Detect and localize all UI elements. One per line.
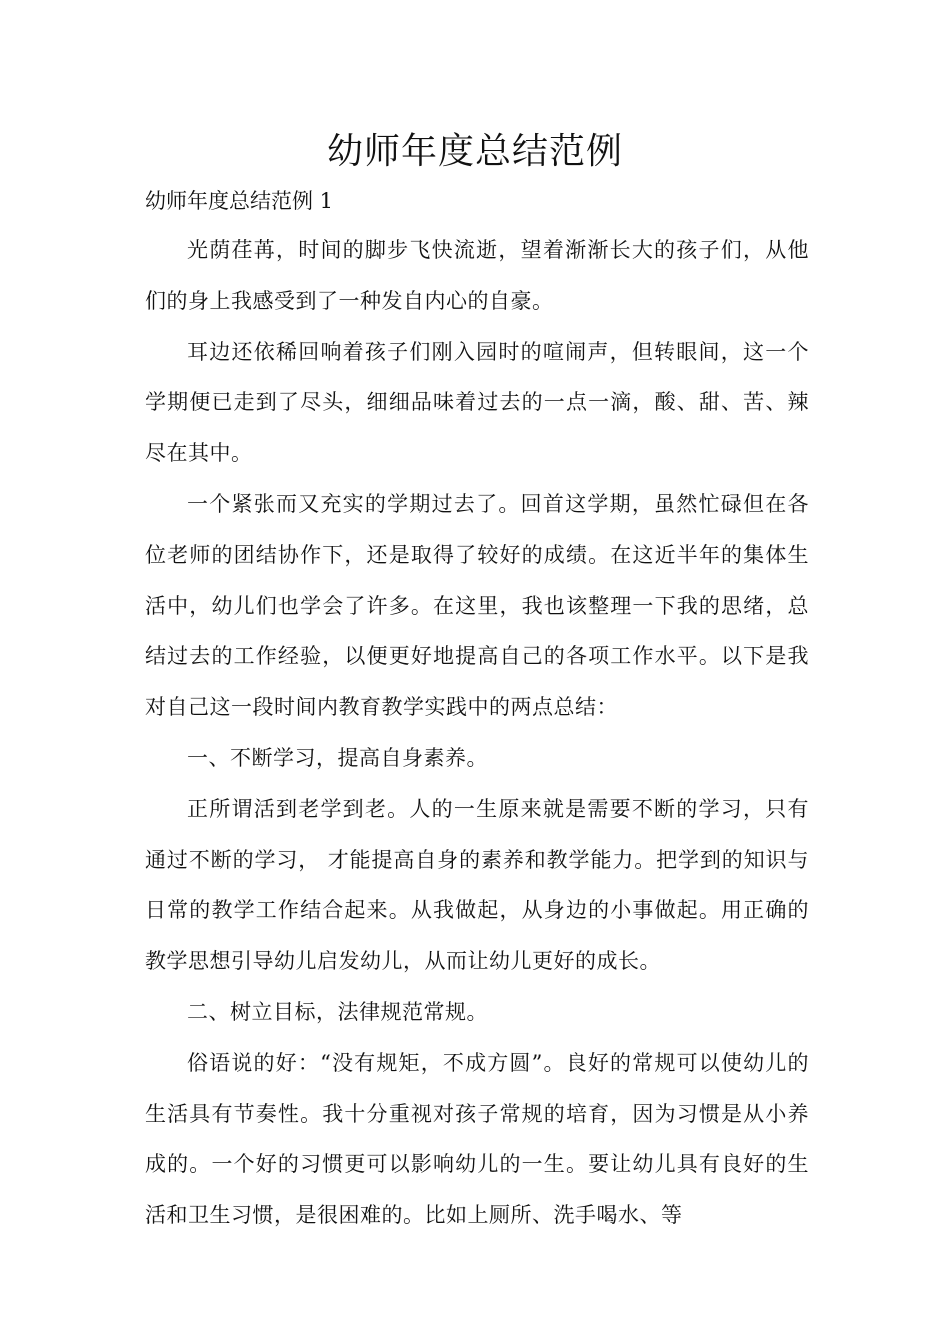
section-heading: 一、不断学习，提高自身素养。 xyxy=(187,745,488,770)
paragraph: 耳边还依稀回响着孩子们刚入园时的喧闹声，但转眼间，这一个学期便已走到了尽头，细细品味着过去的一点一滴，酸、甜、苦、辣尽在其中。 xyxy=(145,339,809,466)
paragraph: 俗语说的好：“没有规矩，不成方圆”。良好的常规可以使幼儿的生活具有节奏性。我十分重视对孩子常规的培育，因为习惯是从小养成的。一个好的习惯更可以影响幼儿的一生。要让幼儿具有良好的生活和卫生习惯，是很困难的。比如上厕所、洗手喝水、等 xyxy=(145,1050,809,1228)
paragraph: 一个紧张而又充实的学期过去了。回首这学期，虽然忙碌但在各位老师的团结协作下，还是取得了较好的成绩。在这近半年的集体生活中，幼儿们也学会了许多。在这里，我也该整理一下我的思绪，总结过去的工作经验，以便更好地提高自己的各项工作水平。以下是我对自己这一段时间内教育教学实践中的两点总结： xyxy=(145,491,809,720)
document-subtitle: 幼师年度总结范例 1 xyxy=(145,189,334,213)
paragraph: 光荫荏苒，时间的脚步飞快流逝，望着渐渐长大的孩子们，从他们的身上我感受到了一种发自内心的自豪。 xyxy=(145,238,809,313)
paragraph: 正所谓活到老学到老。人的一生原来就是需要不断的学习，只有通过不断的学习， 才能提高自身的素养和教学能力。把学到的知识与日常的教学工作结合起来。从我做起，从身边的小事做起。用正确的教学思想引导幼儿启发幼儿，从而让幼儿更好的成长。 xyxy=(145,796,809,974)
document-title: 幼师年度总结范例 xyxy=(326,131,623,172)
section-heading: 二、树立目标，法律规范常规。 xyxy=(187,999,488,1024)
document-body xyxy=(145,225,809,1241)
